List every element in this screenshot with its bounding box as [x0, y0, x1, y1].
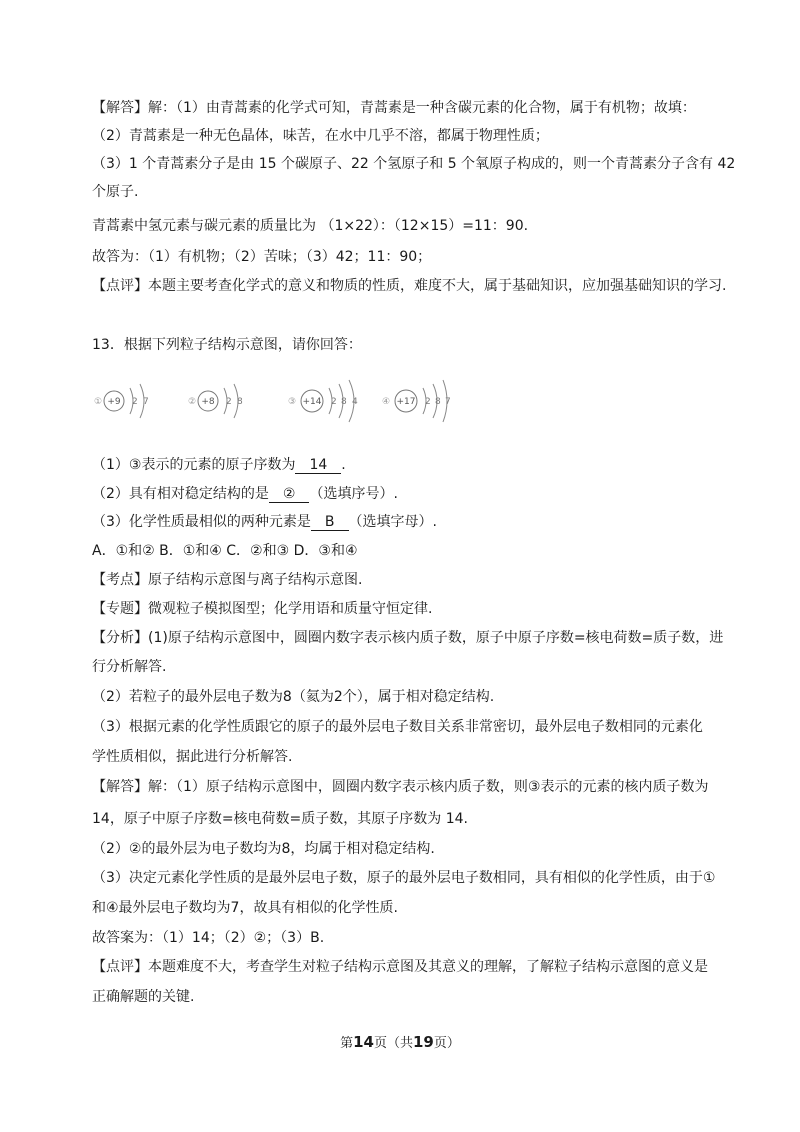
footer-text: 页（共: [373, 1036, 413, 1051]
text-line: （2）青蒿素是一种无色晶体，味苦，在水中几乎不溶，都属于物理性质；: [92, 128, 549, 144]
nucleus-charge: +8: [201, 397, 215, 407]
nucleus-charge: +17: [396, 397, 416, 407]
sub-question-text: （选填序号）.: [309, 486, 398, 502]
footer-text: 页）: [433, 1036, 460, 1051]
solution-line: 和④最外层电子数均为7，故具有相似的化学性质.: [92, 900, 398, 916]
analysis-line: 行分析解答.: [92, 659, 167, 675]
shell-electrons: 2: [132, 397, 138, 407]
total-pages-number: 19: [413, 1033, 434, 1051]
shell-electrons: 8: [435, 397, 441, 407]
current-page-number: 14: [353, 1033, 374, 1051]
solution-line: 故答案为：（1）14；（2）②；（3）B.: [92, 930, 325, 946]
comment-line: 【点评】本题难度不大，考查学生对粒子结构示意图及其意义的理解，了解粒子结构示意图的意义是: [92, 959, 708, 975]
nucleus-charge: +14: [302, 397, 322, 407]
shell-electrons: 4: [352, 397, 358, 407]
atom-index-label: ②: [188, 397, 197, 407]
atom-diagram-2: [188, 384, 243, 418]
atom-structure-diagrams: [92, 372, 452, 432]
zhuanti-line: 【专题】微观粒子模拟图型；化学用语和质量守恒定律.: [92, 601, 433, 617]
sub-question-2: [92, 485, 732, 503]
shell-electrons: 2: [425, 397, 431, 407]
answer-blank: B: [311, 514, 349, 531]
shell-electrons: 2: [226, 397, 232, 407]
atom-index-label: ③: [288, 397, 297, 407]
analysis-line: 【分析】(1)原子结构示意图中，圆圈内数字表示核内质子数，原子中原子序数=核电荷数=质子数，进: [92, 630, 724, 646]
shell-electrons: 7: [445, 397, 451, 407]
text-line: 青蒿素中氢元素与碳元素的质量比为 （1×22）：（12×15）=11：90.: [92, 218, 529, 234]
atom-diagram-1: [94, 384, 149, 418]
analysis-line: （3）根据元素的化学性质跟它的原子的最外层电子数目关系非常密切，最外层电子数相同的元素化: [92, 719, 703, 735]
kaodian-line: 【考点】原子结构示意图与离子结构示意图.: [92, 572, 363, 588]
text-line: 【解答】解：（1）由青蒿素的化学式可知，青蒿素是一种含碳元素的化合物，属于有机物；故填：: [92, 100, 696, 116]
sub-question-text: （选填字母）.: [348, 514, 437, 530]
nucleus-charge: +9: [107, 397, 121, 407]
atom-diagram-4: [382, 380, 451, 422]
shell-electrons: 8: [341, 397, 347, 407]
sub-question-text: .: [341, 457, 346, 473]
sub-question-text: （3）化学性质最相似的两种元素是: [92, 514, 311, 530]
sub-question-text: （2）具有相对稳定结构的是: [92, 486, 269, 502]
atom-index-label: ①: [94, 397, 103, 407]
sub-question-1: [92, 456, 732, 474]
text-line: 故答为：（1）有机物；（2）苦味；（3）42；11：90；: [92, 249, 432, 265]
solution-line: 【解答】解：（1）原子结构示意图中，圆圈内数字表示核内质子数，则③表示的元素的核内质子数为: [92, 779, 709, 795]
solution-line: （3）决定元素化学性质的是最外层电子数，原子的最外层电子数相同，具有相似的化学性质，由于①: [92, 870, 716, 886]
analysis-line: 学性质相似，据此进行分析解答.: [92, 749, 293, 765]
sub-question-3: [92, 513, 732, 531]
atom-diagram-3: [288, 380, 358, 422]
analysis-line: （2）若粒子的最外层电子数为8（氦为2个），属于相对稳定结构.: [92, 689, 495, 705]
shell-electrons: 2: [331, 397, 337, 407]
sub-question-text: （1）③表示的元素的原子序数为: [92, 457, 296, 473]
answer-blank: ②: [269, 486, 310, 503]
atom-index-label: ④: [382, 397, 391, 407]
footer-text: 第: [340, 1036, 354, 1051]
question-stem: 13．根据下列粒子结构示意图，请你回答：: [92, 337, 362, 353]
comment-line: 正确解题的关键.: [92, 989, 195, 1005]
shell-electrons: 7: [143, 397, 149, 407]
page-footer: [0, 1033, 800, 1053]
solution-line: （2）②的最外层为电子数均为8，均属于相对稳定结构.: [92, 841, 435, 857]
text-line: （3）1 个青蒿素分子是由 15 个碳原子、22 个氢原子和 5 个氧原子构成的，则一个青蒿素分子含有 42: [92, 156, 736, 172]
comment-line: 【点评】本题主要考查化学式的意义和物质的性质，难度不大，属于基础知识，应加强基础知识的学习.: [92, 278, 727, 294]
answer-options: A．①和② B．①和④ C．②和③ D．③和④: [92, 543, 358, 559]
answer-blank: 14: [295, 457, 341, 474]
shell-electrons: 8: [237, 397, 243, 407]
text-line: 个原子.: [92, 184, 139, 200]
solution-line: 14，原子中原子序数=核电荷数=质子数，其原子序数为 14.: [92, 811, 468, 827]
